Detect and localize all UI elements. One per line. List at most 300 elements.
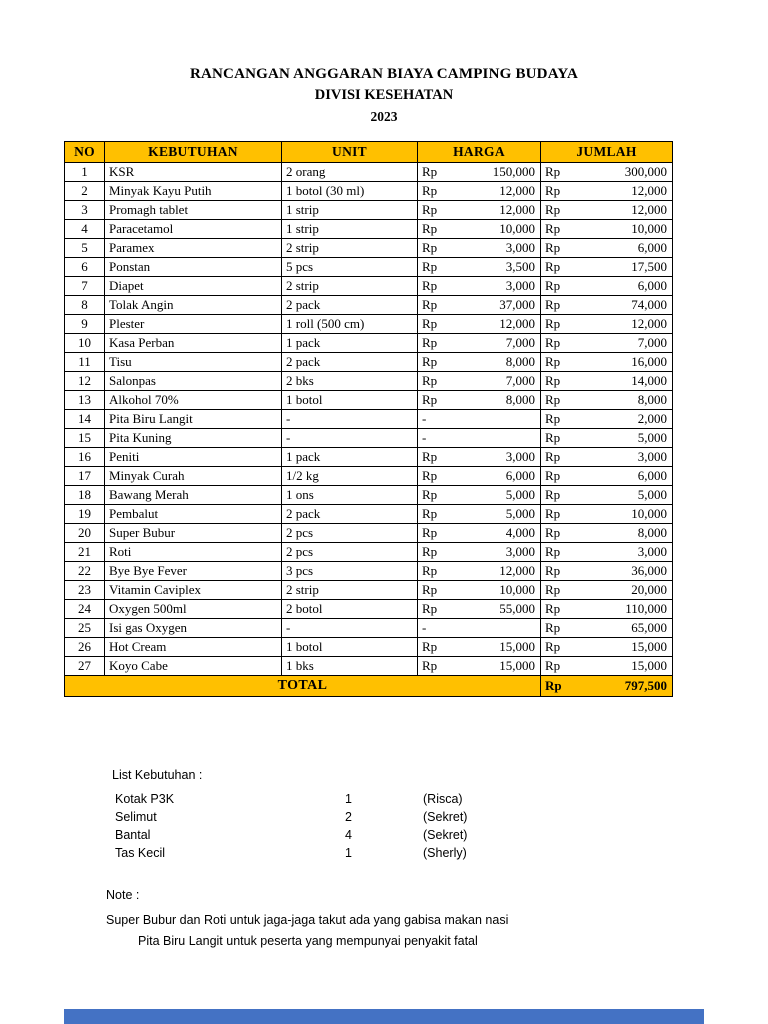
harga-currency: Rp (422, 277, 438, 293)
cell-kebutuhan: Pembalut (105, 505, 282, 524)
cell-unit: 1/2 kg (282, 467, 418, 486)
jumlah-currency: Rp (545, 239, 561, 255)
cell-jumlah (541, 391, 673, 410)
cell-kebutuhan: Plester (105, 315, 282, 334)
col-header-unit: UNIT (282, 142, 418, 163)
harga-value: 5,000 (505, 486, 535, 502)
harga-currency: Rp (422, 581, 438, 597)
cell-no: 2 (65, 182, 105, 201)
cell-harga (418, 163, 541, 182)
cell-unit: 1 ons (282, 486, 418, 505)
item-qty: 1 (345, 846, 352, 860)
list-item (112, 826, 467, 844)
cell-unit: 1 pack (282, 334, 418, 353)
cell-harga (418, 353, 541, 372)
table-row (65, 486, 673, 505)
jumlah-currency: Rp (545, 258, 561, 274)
cell-kebutuhan: Kasa Perban (105, 334, 282, 353)
harga-currency: Rp (422, 372, 438, 388)
harga-currency: Rp (422, 448, 438, 464)
cell-jumlah (541, 619, 673, 638)
harga-currency: Rp (422, 524, 438, 540)
cell-kebutuhan: Tolak Angin (105, 296, 282, 315)
jumlah-value: 74,000 (631, 296, 667, 312)
jumlah-value: 5,000 (637, 486, 667, 502)
cell-unit: 1 botol (282, 391, 418, 410)
harga-value: 7,000 (505, 372, 535, 388)
cell-no: 15 (65, 429, 105, 448)
harga-currency: - (422, 429, 427, 445)
table-row (65, 258, 673, 277)
cell-unit: 2 botol (282, 600, 418, 619)
harga-currency: Rp (422, 505, 438, 521)
harga-value: 3,500 (505, 258, 535, 274)
cell-jumlah (541, 239, 673, 258)
cell-harga (418, 524, 541, 543)
jumlah-value: 3,000 (637, 543, 667, 559)
cell-jumlah (541, 467, 673, 486)
cell-harga (418, 296, 541, 315)
harga-value: 15,000 (499, 657, 535, 673)
cell-jumlah (541, 315, 673, 334)
harga-value: 6,000 (505, 467, 535, 483)
cell-jumlah (541, 372, 673, 391)
harga-value: 4,000 (505, 524, 535, 540)
harga-currency: Rp (422, 315, 438, 331)
jumlah-currency: Rp (545, 448, 561, 464)
cell-no: 14 (65, 410, 105, 429)
cell-jumlah (541, 258, 673, 277)
harga-currency: Rp (422, 562, 438, 578)
jumlah-value: 8,000 (637, 524, 667, 540)
cell-kebutuhan: Super Bubur (105, 524, 282, 543)
cell-unit: 2 pcs (282, 543, 418, 562)
jumlah-currency: Rp (545, 372, 561, 388)
table-row (65, 372, 673, 391)
document-header (0, 64, 768, 127)
cell-unit: 1 strip (282, 220, 418, 239)
cell-jumlah (541, 334, 673, 353)
cell-jumlah (541, 163, 673, 182)
jumlah-value: 12,000 (631, 201, 667, 217)
harga-currency: Rp (422, 657, 438, 673)
harga-value: 3,000 (505, 239, 535, 255)
jumlah-value: 110,000 (625, 600, 667, 616)
jumlah-currency: Rp (545, 353, 561, 369)
list-kebutuhan-items (112, 790, 467, 862)
document-title: RANCANGAN ANGGARAN BIAYA CAMPING BUDAYA (189, 66, 579, 82)
cell-no: 12 (65, 372, 105, 391)
harga-currency: Rp (422, 201, 438, 217)
col-header-harga: HARGA (418, 142, 541, 163)
jumlah-value: 17,500 (631, 258, 667, 274)
table-row (65, 619, 673, 638)
list-item (112, 808, 467, 826)
cell-harga (418, 277, 541, 296)
harga-currency: Rp (422, 258, 438, 274)
harga-value: 8,000 (505, 391, 535, 407)
jumlah-value: 2,000 (637, 410, 667, 426)
jumlah-value: 7,000 (637, 334, 667, 350)
cell-no: 9 (65, 315, 105, 334)
cell-kebutuhan: Salonpas (105, 372, 282, 391)
cell-jumlah (541, 429, 673, 448)
cell-jumlah (541, 220, 673, 239)
cell-harga (418, 239, 541, 258)
jumlah-value: 5,000 (637, 429, 667, 445)
cell-harga (418, 448, 541, 467)
cell-jumlah (541, 277, 673, 296)
harga-currency: Rp (422, 296, 438, 312)
list-item (112, 790, 467, 808)
cell-jumlah (541, 562, 673, 581)
cell-kebutuhan: Pita Kuning (105, 429, 282, 448)
harga-value: 8,000 (505, 353, 535, 369)
harga-currency: Rp (422, 334, 438, 350)
cell-harga (418, 581, 541, 600)
cell-harga (418, 638, 541, 657)
table-row (65, 543, 673, 562)
cell-harga (418, 600, 541, 619)
list-kebutuhan-section (112, 768, 467, 862)
harga-currency: Rp (422, 391, 438, 407)
cell-no: 20 (65, 524, 105, 543)
table-row (65, 638, 673, 657)
cell-unit: 2 pcs (282, 524, 418, 543)
table-row (65, 562, 673, 581)
cell-harga (418, 429, 541, 448)
table-header-row (65, 142, 673, 163)
harga-currency: - (422, 410, 427, 426)
cell-unit: 2 pack (282, 353, 418, 372)
cell-kebutuhan: Minyak Kayu Putih (105, 182, 282, 201)
cell-kebutuhan: Vitamin Caviplex (105, 581, 282, 600)
cell-no: 21 (65, 543, 105, 562)
cell-jumlah (541, 543, 673, 562)
cell-no: 8 (65, 296, 105, 315)
total-value: 797,500 (624, 677, 667, 693)
harga-value: 150,000 (492, 163, 535, 179)
cell-jumlah (541, 638, 673, 657)
cell-harga (418, 334, 541, 353)
jumlah-value: 10,000 (631, 220, 667, 236)
cell-harga (418, 315, 541, 334)
col-header-no: NO (65, 142, 105, 163)
harga-currency: Rp (422, 600, 438, 616)
document-subtitle: DIVISI KESEHATAN (314, 87, 454, 103)
cell-kebutuhan: Ponstan (105, 258, 282, 277)
harga-value: 3,000 (505, 543, 535, 559)
cell-no: 7 (65, 277, 105, 296)
table-row (65, 315, 673, 334)
harga-currency: Rp (422, 220, 438, 236)
total-jumlah-cell (541, 676, 673, 697)
jumlah-value: 15,000 (631, 657, 667, 673)
item-name: Kotak P3K (115, 792, 175, 806)
jumlah-currency: Rp (545, 277, 561, 293)
list-item (112, 844, 467, 862)
item-name: Bantal (115, 828, 151, 842)
item-qty: 2 (345, 810, 352, 824)
total-label: TOTAL (65, 676, 541, 697)
jumlah-value: 14,000 (631, 372, 667, 388)
cell-jumlah (541, 581, 673, 600)
harga-value: 3,000 (505, 277, 535, 293)
jumlah-currency: Rp (545, 486, 561, 502)
cell-kebutuhan: Paramex (105, 239, 282, 258)
cell-harga (418, 220, 541, 239)
harga-currency: Rp (422, 543, 438, 559)
cell-harga (418, 657, 541, 676)
harga-value: 10,000 (499, 220, 535, 236)
document-year: 2023 (370, 109, 398, 124)
cell-no: 17 (65, 467, 105, 486)
cell-no: 24 (65, 600, 105, 619)
jumlah-value: 12,000 (631, 315, 667, 331)
cell-kebutuhan: Pita Biru Langit (105, 410, 282, 429)
harga-currency: Rp (422, 239, 438, 255)
item-assignee: (Sekret) (423, 828, 468, 842)
cell-unit: 1 bks (282, 657, 418, 676)
jumlah-currency: Rp (545, 524, 561, 540)
total-row (65, 676, 673, 697)
jumlah-value: 8,000 (637, 391, 667, 407)
cell-unit: 1 roll (500 cm) (282, 315, 418, 334)
cell-kebutuhan: Bye Bye Fever (105, 562, 282, 581)
total-currency: Rp (545, 677, 562, 693)
harga-value: 10,000 (499, 581, 535, 597)
cell-no: 3 (65, 201, 105, 220)
jumlah-value: 12,000 (631, 182, 667, 198)
cell-unit: 1 botol (282, 638, 418, 657)
cell-unit: 2 strip (282, 581, 418, 600)
cell-unit: - (282, 619, 418, 638)
note-line: Super Bubur dan Roti untuk jaga-jaga takut ada yang gabisa makan nasi (106, 913, 509, 927)
cell-unit: - (282, 429, 418, 448)
jumlah-currency: Rp (545, 201, 561, 217)
table-row (65, 391, 673, 410)
cell-jumlah (541, 353, 673, 372)
table-row (65, 163, 673, 182)
jumlah-currency: Rp (545, 220, 561, 236)
col-header-jumlah: JUMLAH (541, 142, 673, 163)
jumlah-value: 36,000 (631, 562, 667, 578)
jumlah-currency: Rp (545, 638, 561, 654)
cell-jumlah (541, 600, 673, 619)
table-row (65, 182, 673, 201)
item-name: Selimut (115, 810, 157, 824)
harga-currency: Rp (422, 353, 438, 369)
table-row (65, 296, 673, 315)
harga-value: 37,000 (499, 296, 535, 312)
jumlah-currency: Rp (545, 429, 561, 445)
item-qty: 4 (345, 828, 352, 842)
table-row (65, 353, 673, 372)
harga-value: 55,000 (499, 600, 535, 616)
cell-no: 4 (65, 220, 105, 239)
cell-harga (418, 372, 541, 391)
table-row (65, 239, 673, 258)
cell-kebutuhan: Isi gas Oxygen (105, 619, 282, 638)
cell-harga (418, 505, 541, 524)
cell-kebutuhan: Roti (105, 543, 282, 562)
col-header-kebutuhan: KEBUTUHAN (105, 142, 282, 163)
cell-kebutuhan: Tisu (105, 353, 282, 372)
item-assignee: (Risca) (423, 792, 463, 806)
table-row (65, 201, 673, 220)
table-row (65, 600, 673, 619)
cell-kebutuhan: Bawang Merah (105, 486, 282, 505)
cell-harga (418, 201, 541, 220)
cell-jumlah (541, 182, 673, 201)
jumlah-value: 300,000 (624, 163, 667, 179)
harga-value: 15,000 (499, 638, 535, 654)
table-row (65, 467, 673, 486)
cell-kebutuhan: Promagh tablet (105, 201, 282, 220)
cell-no: 23 (65, 581, 105, 600)
jumlah-currency: Rp (545, 657, 561, 673)
cell-no: 13 (65, 391, 105, 410)
table-row (65, 410, 673, 429)
jumlah-currency: Rp (545, 600, 561, 616)
cell-unit: 2 orang (282, 163, 418, 182)
jumlah-currency: Rp (545, 581, 561, 597)
jumlah-currency: Rp (545, 562, 561, 578)
footer-accent-bar (64, 1009, 704, 1024)
cell-no: 25 (65, 619, 105, 638)
cell-unit: 2 strip (282, 277, 418, 296)
cell-harga (418, 619, 541, 638)
cell-jumlah (541, 657, 673, 676)
cell-no: 16 (65, 448, 105, 467)
cell-unit: 2 pack (282, 505, 418, 524)
note-line: Pita Biru Langit untuk peserta yang mempunyai penyakit fatal (138, 934, 478, 948)
cell-kebutuhan: Hot Cream (105, 638, 282, 657)
jumlah-value: 6,000 (637, 239, 667, 255)
item-name: Tas Kecil (115, 846, 166, 860)
jumlah-value: 6,000 (637, 277, 667, 293)
cell-unit: 2 strip (282, 239, 418, 258)
cell-kebutuhan: Minyak Curah (105, 467, 282, 486)
jumlah-value: 10,000 (631, 505, 667, 521)
cell-no: 6 (65, 258, 105, 277)
cell-jumlah (541, 486, 673, 505)
cell-unit: 5 pcs (282, 258, 418, 277)
cell-no: 5 (65, 239, 105, 258)
table-row (65, 448, 673, 467)
jumlah-currency: Rp (545, 543, 561, 559)
harga-currency: Rp (422, 163, 438, 179)
cell-unit: 2 bks (282, 372, 418, 391)
cell-kebutuhan: Peniti (105, 448, 282, 467)
cell-kebutuhan: KSR (105, 163, 282, 182)
note-lines (106, 913, 508, 949)
harga-value: 12,000 (499, 315, 535, 331)
cell-harga (418, 562, 541, 581)
jumlah-currency: Rp (545, 334, 561, 350)
jumlah-currency: Rp (545, 182, 561, 198)
note-section (106, 888, 508, 955)
cell-jumlah (541, 448, 673, 467)
harga-currency: - (422, 619, 427, 635)
jumlah-currency: Rp (545, 410, 561, 426)
jumlah-currency: Rp (545, 315, 561, 331)
cell-unit: 1 botol (30 ml) (282, 182, 418, 201)
cell-harga (418, 543, 541, 562)
table-row (65, 277, 673, 296)
cell-no: 27 (65, 657, 105, 676)
cell-no: 22 (65, 562, 105, 581)
cell-harga (418, 258, 541, 277)
table-row (65, 334, 673, 353)
cell-harga (418, 486, 541, 505)
cell-jumlah (541, 410, 673, 429)
item-assignee: (Sekret) (423, 810, 468, 824)
cell-kebutuhan: Paracetamol (105, 220, 282, 239)
jumlah-value: 65,000 (631, 619, 667, 635)
harga-currency: Rp (422, 486, 438, 502)
cell-unit: 1 strip (282, 201, 418, 220)
table-row (65, 505, 673, 524)
list-kebutuhan-title: List Kebutuhan : (112, 768, 203, 782)
cell-harga (418, 182, 541, 201)
table-row (65, 657, 673, 676)
jumlah-currency: Rp (545, 467, 561, 483)
cell-unit: 3 pcs (282, 562, 418, 581)
cell-jumlah (541, 524, 673, 543)
budget-table (64, 141, 673, 697)
jumlah-value: 3,000 (637, 448, 667, 464)
table-row (65, 581, 673, 600)
cell-harga (418, 391, 541, 410)
harga-value: 12,000 (499, 562, 535, 578)
harga-currency: Rp (422, 182, 438, 198)
jumlah-currency: Rp (545, 296, 561, 312)
harga-value: 12,000 (499, 182, 535, 198)
table-body (65, 163, 673, 676)
cell-no: 18 (65, 486, 105, 505)
cell-jumlah (541, 201, 673, 220)
cell-jumlah (541, 505, 673, 524)
table-row (65, 220, 673, 239)
cell-unit: 2 pack (282, 296, 418, 315)
cell-jumlah (541, 296, 673, 315)
table-row (65, 524, 673, 543)
jumlah-currency: Rp (545, 163, 561, 179)
harga-value: 12,000 (499, 201, 535, 217)
cell-kebutuhan: Alkohol 70% (105, 391, 282, 410)
harga-currency: Rp (422, 638, 438, 654)
cell-unit: - (282, 410, 418, 429)
cell-no: 11 (65, 353, 105, 372)
cell-kebutuhan: Diapet (105, 277, 282, 296)
item-assignee: (Sherly) (423, 846, 467, 860)
harga-currency: Rp (422, 467, 438, 483)
jumlah-value: 16,000 (631, 353, 667, 369)
cell-no: 10 (65, 334, 105, 353)
jumlah-value: 15,000 (631, 638, 667, 654)
cell-no: 19 (65, 505, 105, 524)
cell-no: 26 (65, 638, 105, 657)
table-row (65, 429, 673, 448)
cell-harga (418, 467, 541, 486)
note-title: Note : (106, 888, 140, 902)
jumlah-currency: Rp (545, 619, 561, 635)
jumlah-currency: Rp (545, 505, 561, 521)
jumlah-currency: Rp (545, 391, 561, 407)
item-qty: 1 (345, 792, 352, 806)
harga-value: 5,000 (505, 505, 535, 521)
